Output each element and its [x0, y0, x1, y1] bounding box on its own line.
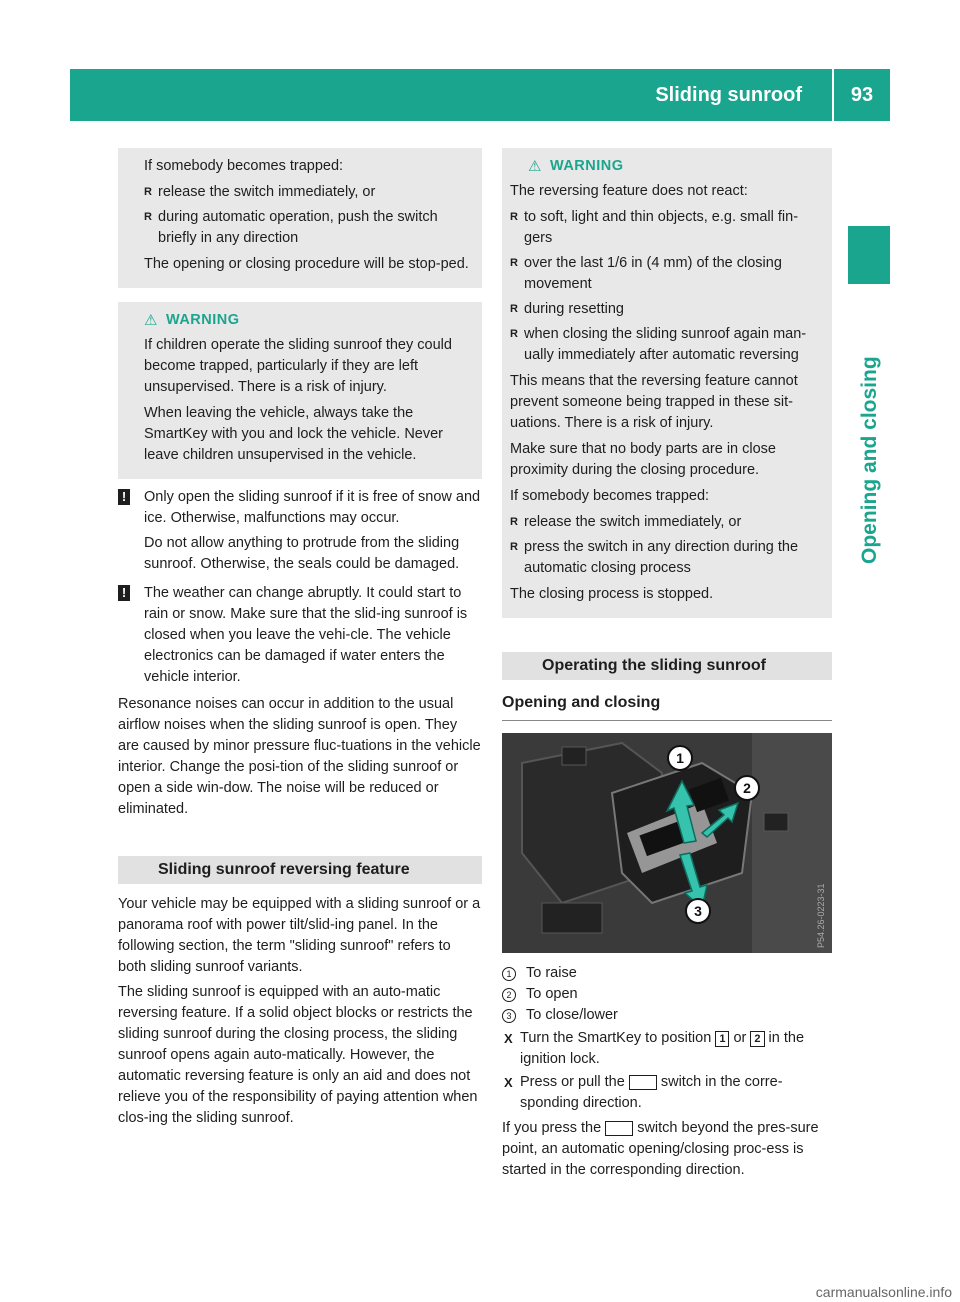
warning-paragraph: This means that the reversing feature cannot prevent someone being trapped in these sit-uations. There is a risk of injury.	[510, 373, 798, 431]
warning-title: WARNING	[165, 312, 240, 328]
header-bar	[70, 69, 890, 121]
callout-3: 3	[694, 903, 702, 919]
auto-reverse-paragraph: The sliding sunroof is equipped with an auto-matic reversing feature. If a solid object blocks or restricts the sliding sunroof during the closing process, the sliding sunroof opens again auto-matically. However, the automatic reversing feature is only an aid and does not relieve you of the responsibility of paying attention when clos-ing the sliding sunroof.	[118, 984, 478, 1126]
reversing-bullet-list	[510, 207, 824, 366]
legend-item	[502, 963, 832, 984]
left-column	[118, 148, 482, 1129]
right-column	[502, 148, 832, 1181]
figure-legend	[502, 963, 832, 1026]
list-item: R press the switch in any direction during the automatic closing process	[510, 537, 824, 579]
callout-2: 2	[743, 780, 751, 796]
legend-item	[502, 1005, 832, 1026]
list-item: R during resetting	[510, 299, 824, 320]
legend-text: To open	[526, 986, 578, 1002]
legend-text: To close/lower	[526, 1007, 618, 1023]
weather-notice	[118, 583, 482, 688]
final-paragraph	[502, 1118, 832, 1181]
legend-item	[502, 984, 832, 1005]
page-title: Sliding sunroof	[655, 84, 802, 106]
sub-heading: Opening and closing	[502, 690, 832, 721]
children-warning-box	[118, 302, 482, 479]
section-heading: Operating the sliding sunroof	[502, 652, 832, 680]
trapped-outro: The opening or closing procedure will be stop-ped.	[144, 256, 469, 272]
sunroof-switch-photo	[502, 733, 832, 953]
key-position-1: 1	[715, 1031, 729, 1047]
step-text: in the ignition lock.	[520, 1030, 805, 1067]
list-item: R when closing the sliding sunroof again man-ually immediately after automatic reversing	[510, 324, 824, 366]
list-item: R release the switch immediately, or	[510, 512, 824, 533]
watermark: carmanualsonline.info	[815, 1284, 952, 1300]
resonance-paragraph: Resonance noises can occur in addition to the usual airflow noises when the sliding sunroof is open. They are caused by minor pressure fluc-tuations in the vehicle interior. Change the posi-tion of the sliding sunroof or open a side win-dow. The noise will be reduced or eliminated.	[118, 696, 481, 817]
legend-text: To raise	[526, 965, 577, 981]
list-item: R release the switch immediately, or	[144, 182, 474, 203]
instruction-step	[502, 1028, 832, 1070]
warning-title: WARNING	[549, 158, 624, 174]
legend-number: 2	[502, 988, 516, 1002]
trapped-bullet-list	[510, 512, 824, 579]
warning-triangle-icon: ⚠	[528, 158, 542, 175]
page-number: 93	[850, 84, 874, 106]
warning-paragraph: Make sure that no body parts are in close proximity during the closing procedure.	[510, 441, 776, 478]
warning-paragraph: If somebody becomes trapped:	[510, 488, 710, 504]
notice-paragraph: The weather can change abruptly. It could start to rain or snow. Make sure that the slid-ing sunroof is closed when you leave the vehi-cle. The vehicle electronics can be damaged if water enters the vehicle interior.	[144, 585, 468, 685]
notice-exclamation-icon: !	[118, 489, 130, 505]
warning-outro: The closing process is stopped.	[510, 586, 714, 602]
switch-illustration	[502, 733, 832, 953]
step-text: Press or pull the	[520, 1074, 629, 1090]
warning-heading	[144, 310, 474, 331]
final-text: switch beyond the pres-sure point, an automatic opening/closing proc-ess is started in the corresponding direction.	[502, 1120, 819, 1178]
trapped-intro: If somebody becomes trapped:	[144, 158, 344, 174]
key-position-2: 2	[750, 1031, 764, 1047]
warning-heading	[510, 156, 824, 177]
legend-number: 1	[502, 967, 516, 981]
callout-1: 1	[676, 750, 684, 766]
sunroof-switch-icon	[629, 1075, 657, 1090]
trapped-bullet-list	[144, 182, 474, 249]
warning-paragraph: If children operate the sliding sunroof they could become trapped, particularly if they are left unsupervised. There is a risk of injury.	[144, 337, 452, 395]
reversing-warning-box	[502, 148, 832, 618]
step-text: switch in the corre-sponding direction.	[520, 1074, 783, 1111]
legend-number: 3	[502, 1009, 516, 1023]
sunroof-switch-icon	[605, 1121, 633, 1136]
section-heading: Sliding sunroof reversing feature	[118, 856, 482, 884]
figure-code: P54.26-0223-31	[816, 883, 826, 948]
step-text: Turn the SmartKey to position	[520, 1030, 716, 1046]
warning-intro: The reversing feature does not react:	[510, 183, 748, 199]
final-text: If you press the	[502, 1120, 606, 1136]
equipped-paragraph: Your vehicle may be equipped with a sliding sunroof or a panorama roof with power tilt/slid-ing panel. In the following section, the term "sliding sunroof" refers to both sliding sunroof variants.	[118, 896, 481, 975]
instruction-step	[502, 1072, 832, 1114]
trapped-info-box	[118, 148, 482, 288]
notice-paragraph: Only open the sliding sunroof if it is free of snow and ice. Otherwise, malfunctions may occur.	[144, 489, 481, 526]
warning-triangle-icon: ⚠	[144, 312, 158, 329]
step-text: or	[729, 1030, 751, 1046]
warning-paragraph: When leaving the vehicle, always take the SmartKey with you and lock the vehicle. Never leave children unsupervised in the vehicle.	[144, 405, 443, 463]
notice-exclamation-icon: !	[118, 585, 130, 601]
chapter-label: Opening and closing	[858, 356, 881, 564]
damage-notice	[118, 487, 482, 575]
list-item: R to soft, light and thin objects, e.g. small fin-gers	[510, 207, 824, 249]
notice-paragraph: Do not allow anything to protrude from the sliding sunroof. Otherwise, the seals could be damaged.	[144, 535, 460, 572]
list-item: R during automatic operation, push the switch briefly in any direction	[144, 207, 474, 249]
list-item: R over the last 1/6 in (4 mm) of the closing movement	[510, 253, 824, 295]
